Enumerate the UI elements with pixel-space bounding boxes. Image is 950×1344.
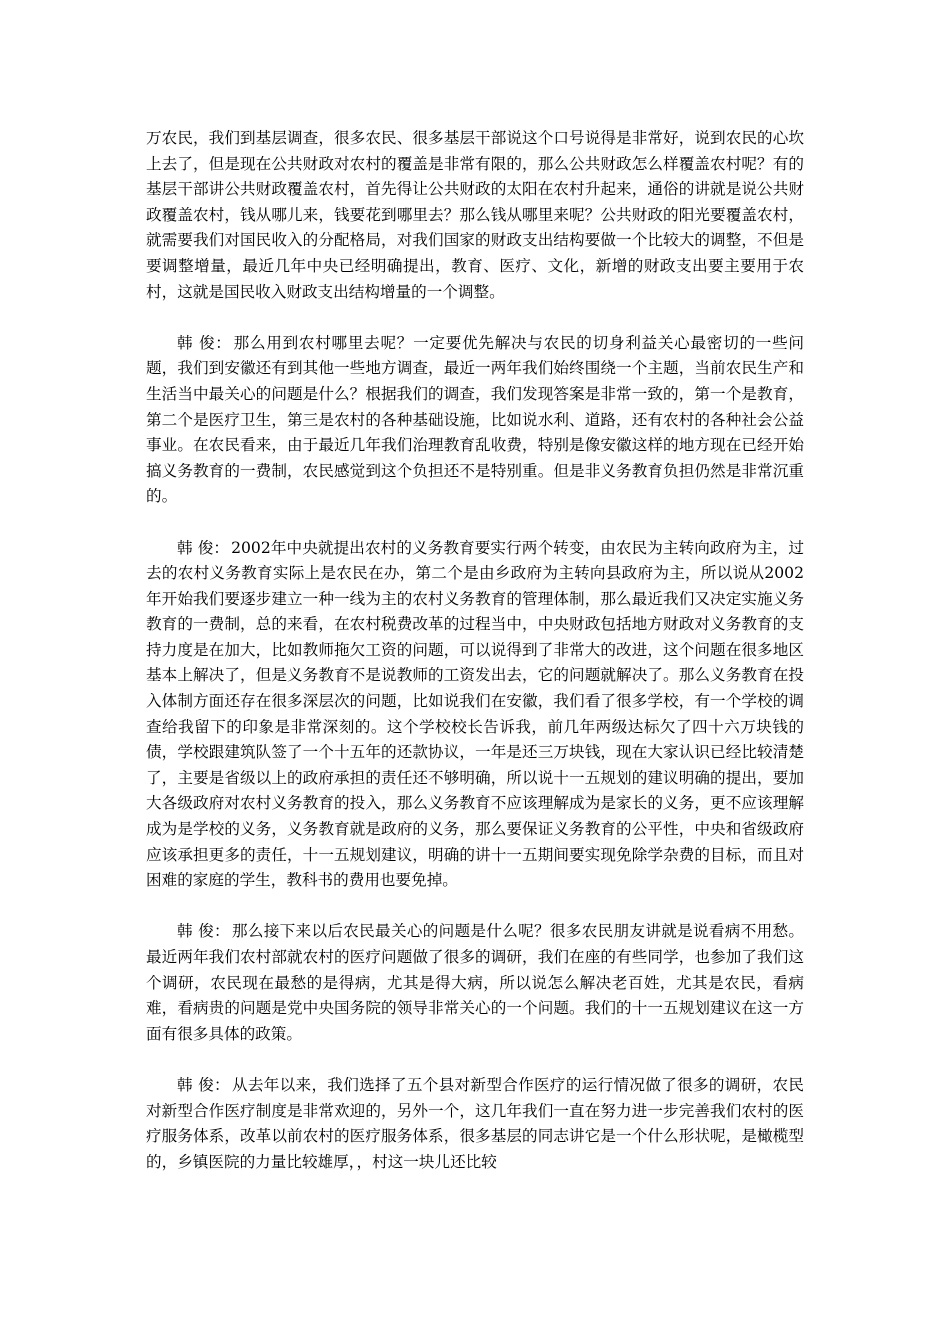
paragraph-text: 那么用到农村哪里去呢？一定要优先解决与农民的切身利益关心最密切的一些问题，我们到安徽还有到其他一些地方调查，最近一两年我们始终围绕一个主题，当前农民生产和生活当中最关心的问题是什么？根据我们的调查，我们发现答案是非常一致的，第一个是教育，第二个是医疗卫生，第三是农村的各种基础设施，比如说水利、道路，还有农村的各种社会公益事业。在农民看来，由于最近几年我们治理教育乱收费，特别是像安徽这样的地方现在已经开始搞义务教育的一费制，农民感觉到这个负担还不是特别重。但是非义务教育负担仍然是非常沉重的。	[146, 333, 804, 506]
document-page	[146, 126, 804, 1201]
paragraph-2	[146, 331, 804, 510]
paragraph-1	[146, 126, 804, 305]
speaker-label: 韩 俊：	[177, 922, 230, 941]
paragraph-text: 万农民，我们到基层调查，很多农民、很多基层干部说这个口号说得是非常好，说到农民的心坎上去了，但是现在公共财政对农村的覆盖是非常有限的，那么公共财政怎么样覆盖农村呢？有的基层干部讲公共财政覆盖农村，首先得让公共财政的太阳在农村升起来，通俗的讲就是说公共财政覆盖农村，钱从哪儿来，钱要花到哪里去？那么钱从哪里来呢？公共财政的阳光要覆盖农村，就需要我们对国民收入的分配格局，对我们国家的财政支出结构要做一个比较大的调整，不但是要调整增量，最近几年中央已经明确提出，教育、医疗、文化，新增的财政支出要主要用于农村，这就是国民收入财政支出结构增量的一个调整。	[146, 129, 804, 301]
paragraph-3	[146, 536, 804, 894]
paragraph-text: 那么接下来以后农民最关心的问题是什么呢？很多农民朋友讲就是说看病不用愁。最近两年我们农村部就农村的医疗问题做了很多的调研，我们在座的有些同学，也参加了我们这个调研，农民现在最愁的是得病，尤其是得大病，所以说怎么解决老百姓，尤其是农民，看病难，看病贵的问题是党中央国务院的领导非常关心的一个问题。我们的十一五规划建议在这一方面有很多具体的政策。	[146, 922, 804, 1043]
speaker-label: 韩 俊：	[177, 538, 230, 557]
paragraph-text: 2002年中央就提出农村的义务教育要实行两个转变，由农民为主转向政府为主，过去的农村义务教育实际上是农民在办，第二个是由乡政府为主转向县政府为主，所以说从2002年开始我们要逐步建立一种一线为主的农村义务教育的管理体制，那么最近我们又决定实施义务教育的一费制，总的来看，在农村税费改革的过程当中，中央财政包括地方财政对义务教育的支持力度是在加大，比如教师拖欠工资的问题，可以说得到了非常大的改进，这个问题在很多地区基本上解决了，但是义务教育不是说教师的工资发出去，它的问题就解决了。那么义务教育在投入体制方面还存在很多深层次的问题，比如说我们在安徽，我们看了很多学校，有一个学校的调查给我留下的印象是非常深刻的。这个学校校长告诉我，前几年两级达标欠了四十六万块钱的债，学校跟建筑队签了一个十五年的还款协议，一年是还三万块钱，现在大家认识已经比较清楚了，主要是省级以上的政府承担的责任还不够明确，所以说十一五规划的建议明确的提出，要加大各级政府对农村义务教育的投入，那么义务教育不应该理解成为是家长的义务，更不应该理解成为是学校的义务，义务教育就是政府的义务，那么要保证义务教育的公平性，中央和省级政府应该承担更多的责任，十一五规划建议，明确的讲十一五期间要实现免除学杂费的目标，而且对困难的家庭的学生，教科书的费用也要免掉。	[146, 538, 804, 890]
speaker-label: 韩 俊：	[177, 1075, 230, 1094]
speaker-label: 韩 俊：	[177, 333, 232, 352]
paragraph-text: 从去年以来，我们选择了五个县对新型合作医疗的运行情况做了很多的调研，农民对新型合作医疗制度是非常欢迎的，另外一个，这几年我们一直在努力进一步完善我们农村的医疗服务体系，改革以前农村的医疗服务体系，很多基层的同志讲它是一个什么形状呢，是橄榄型的，乡镇医院的力量比较雄厚，，村这一块儿还比较	[146, 1075, 804, 1171]
paragraph-4	[146, 919, 804, 1047]
paragraph-5	[146, 1073, 804, 1175]
